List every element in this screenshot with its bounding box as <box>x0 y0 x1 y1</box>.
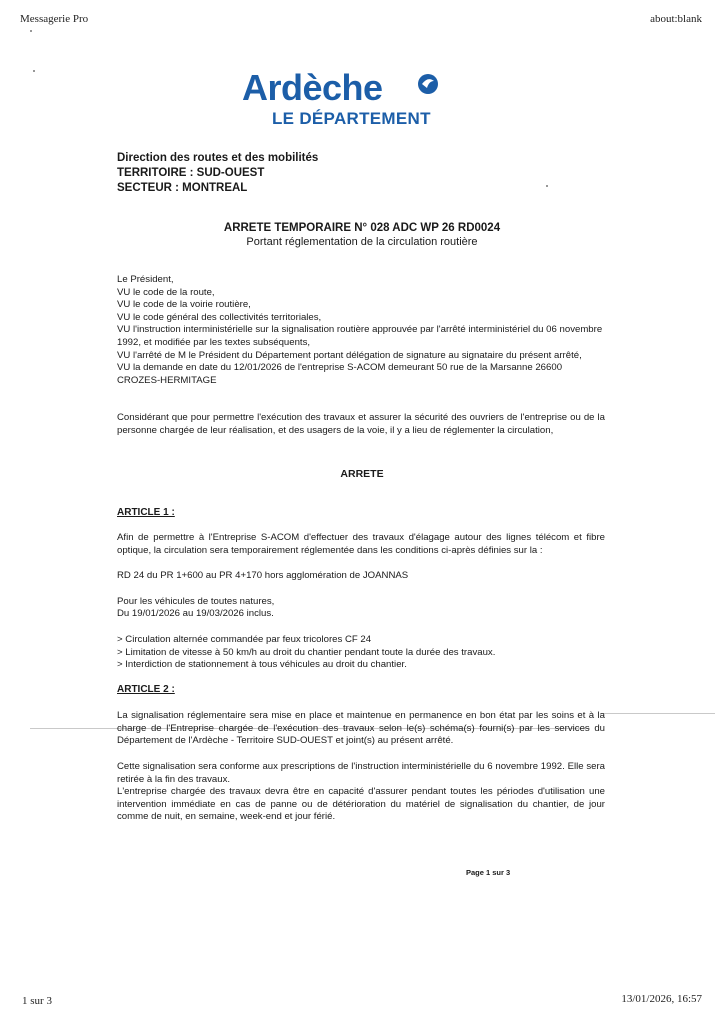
article-1-intro: Afin de permettre à l'Entreprise S-ACOM d'effectuer des travaux d'élagage autour des lignes télécom et fibre optique, la circulation sera temporairement réglementée dans les conditions ci-après définies sur la : <box>117 532 605 556</box>
ardeche-logo <box>240 67 450 134</box>
preamble-line: VU l'instruction interministérielle sur la signalisation routière approuvée par l'arrêté interministériel du 06 novembre 1992, et modifiée par les textes subséquents, <box>117 324 603 348</box>
preamble-line: Le Président, <box>117 274 174 285</box>
article-2-paragraph-2: Cette signalisation sera conforme aux prescriptions de l'instruction interministérielle du 6 novembre 1992. Elle sera retirée à la fin des travaux. <box>117 761 605 785</box>
scan-speck <box>33 70 35 72</box>
logo-mark-icon <box>416 72 440 96</box>
logo-subtitle: LE DÉPARTEMENT <box>272 109 431 128</box>
preamble <box>117 274 605 387</box>
decree-heading: ARRETE <box>340 468 384 480</box>
article-1-vehicles: Pour les véhicules de toutes natures, <box>117 596 275 607</box>
preamble-line: VU le code général des collectivités territoriales, <box>117 311 322 323</box>
print-footer-page-counter: 1 sur 3 <box>22 995 52 1007</box>
article-2-heading: ARTICLE 2 : <box>117 684 175 695</box>
preamble-line: VU le code de la voirie routière, <box>117 299 251 311</box>
measure-item: > Limitation de vitesse à 50 km/h au droit du chantier pendant toute la durée des travaux. <box>117 646 496 658</box>
logo-name: Ardèche <box>242 67 383 108</box>
preamble-line: VU l'arrêté de M le Président du Département portant délégation de signature au signataire du présent arrêté, <box>117 349 582 361</box>
issuer-sector: SECTEUR : MONTREAL <box>117 182 248 194</box>
measure-item: > Interdiction de stationnement à tous véhicules au droit du chantier. <box>117 659 407 671</box>
print-header-url: about:blank <box>650 13 702 25</box>
preamble-line: VU le code de la route, <box>117 286 215 298</box>
article-1-location: RD 24 du PR 1+600 au PR 4+170 hors agglomération de JOANNAS <box>117 570 409 581</box>
article-2-paragraph-3: L'entreprise chargée des travaux devra être en capacité d'assurer pendant toutes les périodes d'utilisation une intervention immédiate en cas de panne ou de détérioration du matériel de signalisation du chantier, de jour comme de nuit, en semaine, week-end et jour férié. <box>117 786 605 823</box>
scan-speck <box>546 185 548 187</box>
preamble-line: VU la demande en date du 12/01/2026 de l'entreprise S-ACOM demeurant 50 rue de la Marsanne 26600 CROZES-HERMITAGE <box>117 362 563 386</box>
decree-title: ARRETE TEMPORAIRE N° 028 ADC WP 26 RD0024 <box>223 222 501 234</box>
issuer-block <box>117 151 318 196</box>
issuer-territory: TERRITOIRE : SUD-OUEST <box>117 167 265 179</box>
considering-paragraph: Considérant que pour permettre l'exécution des travaux et assurer la sécurité des ouvriers de l'entreprise ou de la personne chargée de leur réalisation, et des usagers de la voie, il y a lieu de réglementer la circulation, <box>117 412 605 436</box>
article-2-paragraph-1: La signalisation réglementaire sera mise en place et maintenue en permanence en bon état par les soins et à la charge de l'Entreprise chargée de l'exécution des travaux selon le(s) schéma(s) fourni(s) par les services du Département de l'Ardèche - Territoire SUD-OUEST et joint(s) au présent arrêté. <box>117 710 605 747</box>
scan-speck <box>30 30 32 32</box>
scan-artifact-line <box>600 713 715 714</box>
issuer-direction: Direction des routes et des mobilités <box>117 152 319 164</box>
print-header-title: Messagerie Pro <box>20 13 89 25</box>
print-footer-datetime: 13/01/2026, 16:57 <box>621 993 702 1005</box>
page-number-label: Page 1 sur 3 <box>466 868 511 877</box>
decree-subtitle: Portant réglementation de la circulation routière <box>246 236 478 248</box>
article-1-heading: ARTICLE 1 : <box>117 507 175 518</box>
measure-item: > Circulation alternée commandée par feux tricolores CF 24 <box>117 634 372 645</box>
article-1-period: Du 19/01/2026 au 19/03/2026 inclus. <box>117 608 274 619</box>
article-1-measures <box>117 634 605 672</box>
